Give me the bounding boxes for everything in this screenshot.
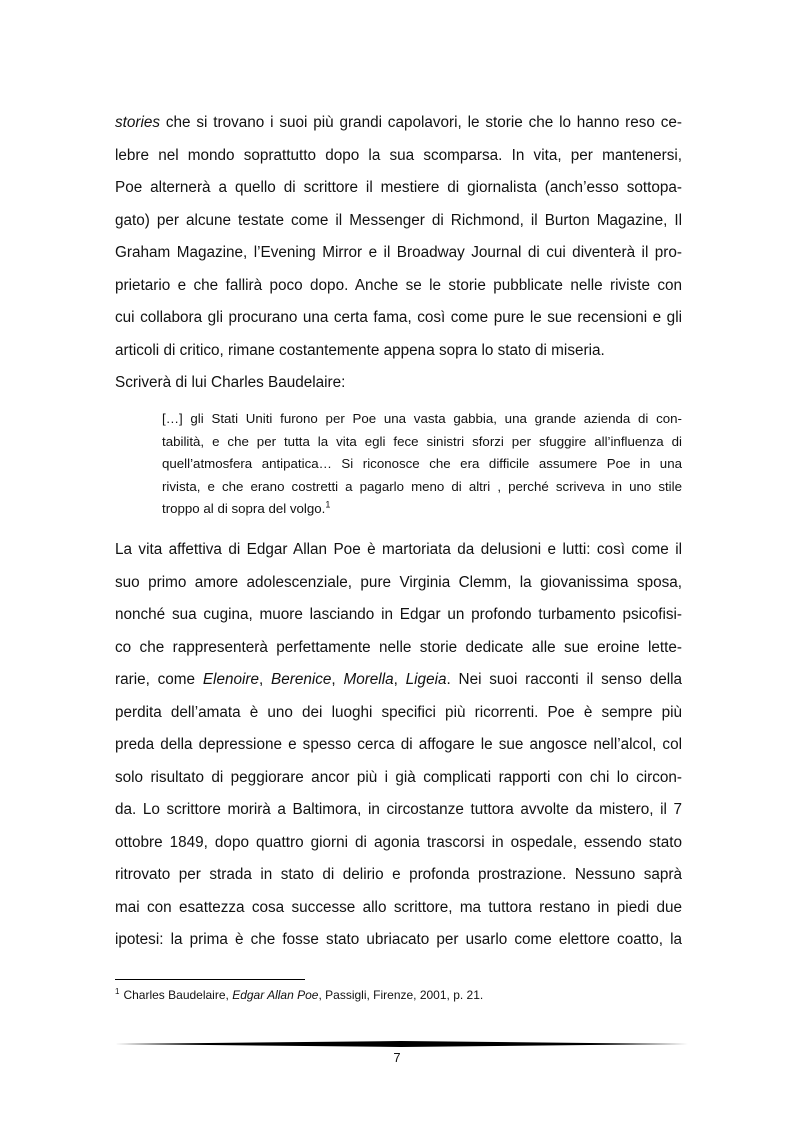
footer-divider <box>115 1041 688 1047</box>
text-line: cui collabora gli procurano una certa fama, così come pure le sue recensioni e gli <box>115 309 682 326</box>
quote-line: tabilità, e che per tutta la vita egli fece sinistri sforzi per sfuggire all’influenza di <box>162 433 682 449</box>
quote-line: quell’atmosfera antipatica… Si riconosce che era difficile assumere Poe in una <box>162 456 682 471</box>
text-line: perdita dell’amata è uno dei luoghi specifici più ricorrenti. Poe è sempre più <box>115 703 682 721</box>
text-line: stories che si trovano i suoi più grandi capolavori, le storie che lo hanno reso ce- <box>115 114 682 131</box>
text-line: co che rappresenterà perfettamente nelle storie dedicate alle sue eroine lette- <box>115 638 682 656</box>
footnote-number: 1 <box>115 987 120 996</box>
block-quote <box>162 408 682 521</box>
paragraph-1 <box>115 107 682 400</box>
quote-line: troppo al di sopra del volgo.$^1$ <box>162 499 331 516</box>
story-title: Elenoire <box>202 671 259 688</box>
text-line: lebre nel mondo soprattutto dopo la sua scomparsa. In vita, per mantenersi, <box>115 146 682 164</box>
text-line: Poe alternerà a quello di scrittore il mestiere di giornalista (anch’esso sottopa- <box>115 179 682 196</box>
text-line: ritrovato per strada in stato di delirio e profonda prostrazione. Nessuno saprà <box>115 866 682 883</box>
text-line: nonché sua cugina, muore lasciando in Edgar un profondo turbamento psicofisi- <box>115 606 682 623</box>
text-line: articoli di critico, rimane costantemente appena sopra lo stato di miseria. <box>115 341 605 359</box>
text-line: da. Lo scrittore morirà a Baltimora, in circostanze tuttora avvolte da mistero, il 7 <box>115 801 682 818</box>
text-line: preda della depressione e spesso cerca di affogare le sue angosce nell’alcol, col <box>115 736 682 753</box>
text-line: gato) per alcune testate come il Messenger di Richmond, il Burton Magazine, Il <box>115 211 682 229</box>
quote-intro: Scriverà di lui Charles Baudelaire: <box>115 374 346 391</box>
footnote-reference[interactable]: 1 <box>325 499 331 510</box>
text-line: solo risultato di peggiorare ancor più i già complicati rapporti con chi lo circon- <box>115 768 682 786</box>
footnote-separator <box>115 979 305 980</box>
paragraph-2 <box>115 534 682 957</box>
text-line: rarie, come Elenoire, Berenice, Morella, Ligeia. Nei suoi racconti il senso della <box>115 671 683 688</box>
story-title: Ligeia <box>405 671 447 688</box>
story-title: Morella <box>343 671 394 688</box>
text-line: Graham Magazine, l’Evening Mirror e il Broadway Journal di cui diventerà il pro- <box>115 244 682 261</box>
text-line: suo primo amore adolescenziale, pure Virginia Clemm, la giovanissima sposa, <box>115 573 682 591</box>
quote-line: rivista, e che erano costretti a pagarlo meno di altri , perché scriveva in uno stile <box>162 478 682 494</box>
text-line: ipotesi: la prima è che fosse stato ubriacato per usarlo come elettore coatto, la <box>115 931 682 948</box>
quote-line: […] gli Stati Uniti furono per Poe una vasta gabbia, una grande azienda di con- <box>162 411 682 426</box>
footnote: $^1$ Charles Baudelaire, Edgar Allan Poe, Passigli, Firenze, 2001, p. 21. <box>115 987 484 1002</box>
page-number: 7 <box>393 1050 401 1065</box>
text-line: ottobre 1849, dopo quattro giorni di agonia trascorsi in ospedale, essendo stato <box>115 833 682 851</box>
text-line: prietario e che fallirà poco dopo. Anche se le storie pubblicate nelle riviste con <box>115 276 682 294</box>
text-line: mai con esattezza cosa successe allo scrittore, ma tuttora restano in piedi due <box>115 898 682 916</box>
text-line: La vita affettiva di Edgar Allan Poe è martoriata da delusioni e lutti: così come il <box>115 541 682 558</box>
story-title: Berenice <box>271 671 332 688</box>
